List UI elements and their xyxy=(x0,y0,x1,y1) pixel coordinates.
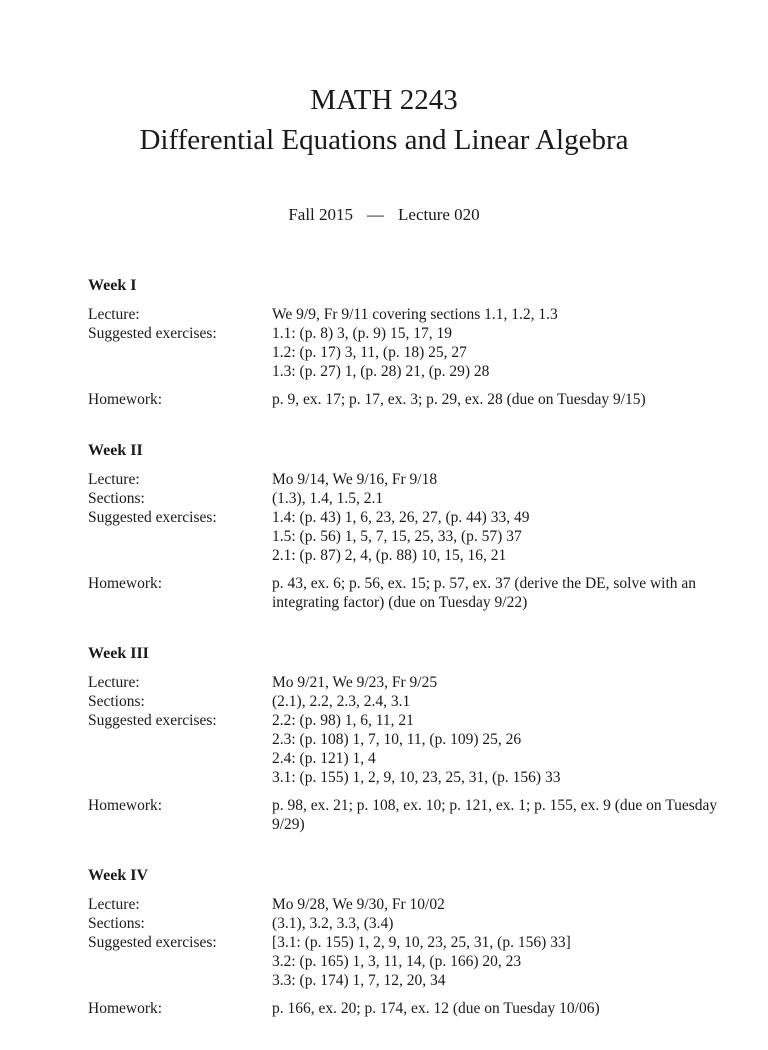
week-section xyxy=(88,441,728,612)
row-label: Lecture: xyxy=(88,306,140,323)
row-values xyxy=(272,574,728,612)
row-values xyxy=(272,390,728,409)
row-label: Sections: xyxy=(88,490,145,507)
lecture-number: Lecture 020 xyxy=(398,205,480,224)
row-label: Homework: xyxy=(88,797,163,814)
row-values xyxy=(272,470,728,489)
row-label: Lecture: xyxy=(88,471,140,488)
week-section xyxy=(88,644,728,834)
row-values xyxy=(272,508,728,565)
value-line: 2.2: (p. 98) 1, 6, 11, 21 xyxy=(272,712,414,729)
row-label: Homework: xyxy=(88,575,163,592)
week-heading: Week III xyxy=(88,645,149,662)
schedule-row xyxy=(88,711,728,787)
row-values xyxy=(272,489,728,508)
value-line: 1.1: (p. 8) 3, (p. 9) 15, 17, 19 xyxy=(272,325,452,342)
value-line: 1.5: (p. 56) 1, 5, 7, 15, 25, 33, (p. 57) 37 xyxy=(272,528,522,545)
schedule-row xyxy=(88,895,728,914)
value-line: 1.4: (p. 43) 1, 6, 23, 26, 27, (p. 44) 33, 49 xyxy=(272,509,530,526)
row-label: Homework: xyxy=(88,391,163,408)
row-values xyxy=(272,914,728,933)
row-values xyxy=(272,673,728,692)
row-label: Suggested exercises: xyxy=(88,934,217,951)
course-code: MATH 2243 xyxy=(310,84,458,116)
week-heading: Week II xyxy=(88,442,143,459)
value-line: 1.3: (p. 27) 1, (p. 28) 21, (p. 29) 28 xyxy=(272,363,490,380)
value-line: 2.1: (p. 87) 2, 4, (p. 88) 10, 15, 16, 21 xyxy=(272,547,507,564)
row-label: Lecture: xyxy=(88,674,140,691)
value-line: 3.3: (p. 174) 1, 7, 12, 20, 34 xyxy=(272,972,446,989)
value-line: 2.4: (p. 121) 1, 4 xyxy=(272,750,376,767)
schedule-row xyxy=(88,673,728,692)
row-values xyxy=(272,895,728,914)
row-values xyxy=(272,324,728,381)
week-section xyxy=(88,866,728,1018)
schedule-row xyxy=(88,933,728,990)
row-values xyxy=(272,305,728,324)
value-line: (1.3), 1.4, 1.5, 2.1 xyxy=(272,490,384,507)
value-line: 3.1: (p. 155) 1, 2, 9, 10, 23, 25, 31, (p. 156) 33 xyxy=(272,769,561,786)
row-label: Sections: xyxy=(88,915,145,932)
term: Fall 2015 xyxy=(288,205,354,224)
value-line: We 9/9, Fr 9/11 covering sections 1.1, 1.2, 1.3 xyxy=(272,306,558,323)
row-label: Suggested exercises: xyxy=(88,509,217,526)
row-label: Suggested exercises: xyxy=(88,325,217,342)
value-line: [3.1: (p. 155) 1, 2, 9, 10, 23, 25, 31, (p. 156) 33] xyxy=(272,934,571,951)
week-heading: Week IV xyxy=(88,867,148,884)
row-label: Suggested exercises: xyxy=(88,712,217,729)
schedule-row xyxy=(88,470,728,489)
value-line: p. 43, ex. 6; p. 56, ex. 15; p. 57, ex. 37 (derive the DE, solve with an xyxy=(272,575,697,592)
schedule-row xyxy=(88,914,728,933)
schedule-row xyxy=(88,574,728,612)
row-values xyxy=(272,796,728,834)
value-line: p. 9, ex. 17; p. 17, ex. 3; p. 29, ex. 28 (due on Tuesday 9/15) xyxy=(272,391,646,408)
row-values xyxy=(272,711,728,787)
value-line: p. 166, ex. 20; p. 174, ex. 12 (due on Tuesday 10/06) xyxy=(272,1000,600,1017)
term-line xyxy=(0,205,768,225)
value-line: 1.2: (p. 17) 3, 11, (p. 18) 25, 27 xyxy=(272,344,467,361)
schedule-row xyxy=(88,305,728,324)
schedule-row xyxy=(88,324,728,381)
weekly-schedule xyxy=(88,276,728,1050)
row-values xyxy=(272,692,728,711)
value-line: p. 98, ex. 21; p. 108, ex. 10; p. 121, ex. 1; p. 155, ex. 9 (due on Tuesday 9/29) xyxy=(272,797,718,833)
value-line: Mo 9/14, We 9/16, Fr 9/18 xyxy=(272,471,438,488)
value-line: 2.3: (p. 108) 1, 7, 10, 11, (p. 109) 25, 26 xyxy=(272,731,522,748)
value-line: (2.1), 2.2, 2.3, 2.4, 3.1 xyxy=(272,693,411,710)
row-values xyxy=(272,999,728,1018)
schedule-row xyxy=(88,508,728,565)
schedule-row xyxy=(88,999,728,1018)
schedule-row xyxy=(88,796,728,834)
value-line: integrating factor) (due on Tuesday 9/22) xyxy=(272,594,528,611)
schedule-row xyxy=(88,390,728,409)
value-line: Mo 9/21, We 9/23, Fr 9/25 xyxy=(272,674,438,691)
row-label: Homework: xyxy=(88,1000,163,1017)
schedule-row xyxy=(88,692,728,711)
course-title: Differential Equations and Linear Algebra xyxy=(139,124,629,156)
row-label: Lecture: xyxy=(88,896,140,913)
value-line: Mo 9/28, We 9/30, Fr 10/02 xyxy=(272,896,445,913)
value-line: 3.2: (p. 165) 1, 3, 11, 14, (p. 166) 20, 23 xyxy=(272,953,522,970)
value-line: (3.1), 3.2, 3.3, (3.4) xyxy=(272,915,394,932)
row-label: Sections: xyxy=(88,693,145,710)
separator: — xyxy=(367,205,385,224)
week-section xyxy=(88,276,728,409)
week-heading: Week I xyxy=(88,277,137,294)
row-values xyxy=(272,933,728,990)
schedule-row xyxy=(88,489,728,508)
